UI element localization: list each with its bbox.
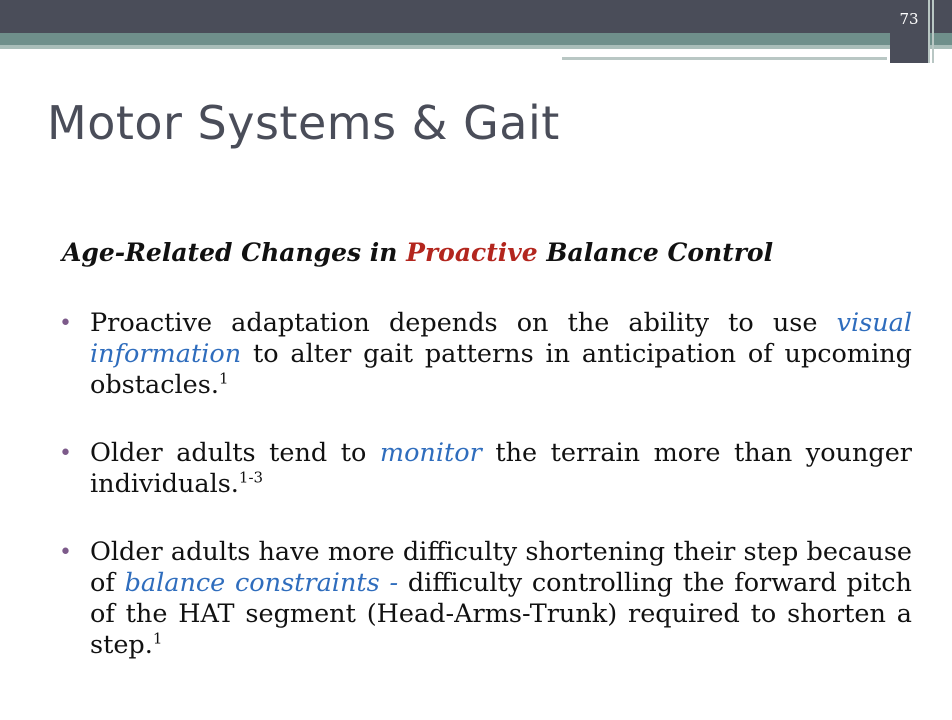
slide-title: Motor Systems & Gait: [47, 96, 560, 150]
slide-number-panel-edge: [928, 0, 930, 63]
bullet-text: the terrain more than younger individuals.: [90, 438, 912, 499]
bullet-item: [56, 308, 912, 401]
bullet-text: Older adults tend to: [90, 438, 380, 468]
bullet-text: Older adults have more difficulty shortening their step because of: [90, 537, 912, 598]
bullet-reference: 1: [152, 629, 163, 648]
subtitle-highlight: Proactive: [406, 238, 538, 267]
header-accent-line: [562, 57, 887, 60]
header-bar-teal: [0, 33, 952, 45]
header-bar-teal-light: [0, 45, 952, 49]
bullet-reference: 1: [218, 369, 229, 388]
bullet-text: to alter gait patterns in anticipation of upcoming obstacles.: [90, 339, 912, 400]
slide-number-panel-edge-outer: [932, 0, 934, 63]
subtitle-text-start: Age-Related Changes in: [62, 238, 407, 267]
subtitle-text-end: Balance Control: [537, 238, 774, 267]
bullet-reference: 1-3: [238, 468, 264, 487]
bullet-item: [56, 537, 912, 661]
bullet-highlight: visual information: [90, 308, 912, 369]
bullet-highlight: monitor: [379, 438, 482, 468]
header-bar-dark: [0, 0, 952, 33]
slide-subtitle: [62, 238, 912, 267]
bullet-list: [56, 308, 912, 661]
bullet-text: difficulty controlling the forward pitch of the HAT segment (Head-Arms-Trunk) required to shorten a step.: [90, 568, 912, 660]
bullet-text: Proactive adaptation depends on the ability to use: [90, 308, 837, 338]
slide-number: 73: [899, 10, 919, 28]
bullet-highlight: balance constraints -: [124, 568, 399, 598]
bullet-item: [56, 438, 912, 500]
